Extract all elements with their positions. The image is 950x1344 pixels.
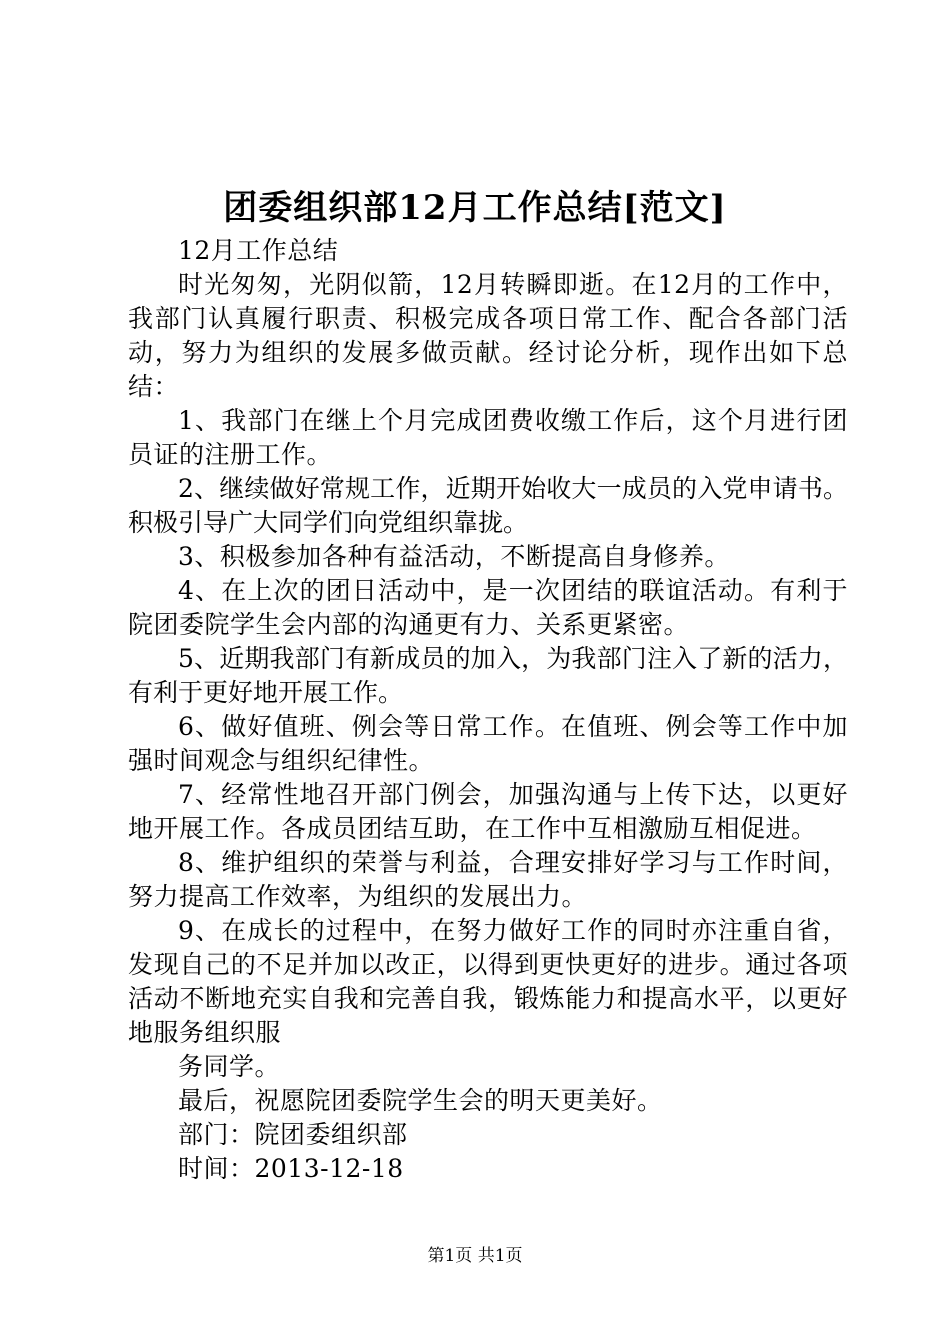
item-paragraph-3: 3、积极参加各种有益活动，不断提高自身修养。	[178, 542, 730, 571]
page-number-footer: 第1页 共1页	[427, 1246, 523, 1266]
intro-paragraph: 时光匆匆，光阴似箭，12月转瞬即逝。在12月的工作中，我部门认真履行职责、积极完成各项日常工作、配合各部门活动，努力为组织的发展多做贡献。经讨论分析，现作出如下总结：	[128, 270, 848, 401]
department-signature: 部门：院团委组织部	[178, 1120, 408, 1149]
item-paragraph-5: 5、近期我部门有新成员的加入，为我部门注入了新的活力，有利于更好地开展工作。	[128, 644, 848, 707]
item-paragraph-8: 8、维护组织的荣誉与利益，合理安排好学习与工作时间，努力提高工作效率，为组织的发展出力。	[128, 848, 848, 911]
item-paragraph-6: 6、做好值班、例会等日常工作。在值班、例会等工作中加强时间观念与组织纪律性。	[128, 712, 848, 775]
closing-wish: 最后，祝愿院团委院学生会的明天更美好。	[178, 1086, 663, 1115]
document-title: 团委组织部12月工作总结[范文]	[223, 188, 727, 228]
date-line: 时间：2013-12-18	[178, 1154, 404, 1183]
item-paragraph-7: 7、经常性地召开部门例会，加强沟通与上传下达，以更好地开展工作。各成员团结互助，在工作中互相激励互相促进。	[128, 780, 848, 843]
document-body	[128, 234, 848, 1186]
continuation-line: 务同学。	[178, 1052, 281, 1081]
item-paragraph-9: 9、在成长的过程中，在努力做好工作的同时亦注重自省，发现自己的不足并加以改正，以得到更快更好的进步。通过各项活动不断地充实自我和完善自我，锻炼能力和提高水平，以更好地服务组织服	[128, 916, 848, 1047]
item-paragraph-2: 2、继续做好常规工作，近期开始收大一成员的入党申请书。积极引导广大同学们向党组织靠拢。	[128, 474, 848, 537]
item-paragraph-1: 1、我部门在继上个月完成团费收缴工作后，这个月进行团员证的注册工作。	[128, 406, 848, 469]
item-paragraph-4: 4、在上次的团日活动中，是一次团结的联谊活动。有利于院团委院学生会内部的沟通更有力、关系更紧密。	[128, 576, 848, 639]
section-heading: 12月工作总结	[178, 236, 339, 265]
